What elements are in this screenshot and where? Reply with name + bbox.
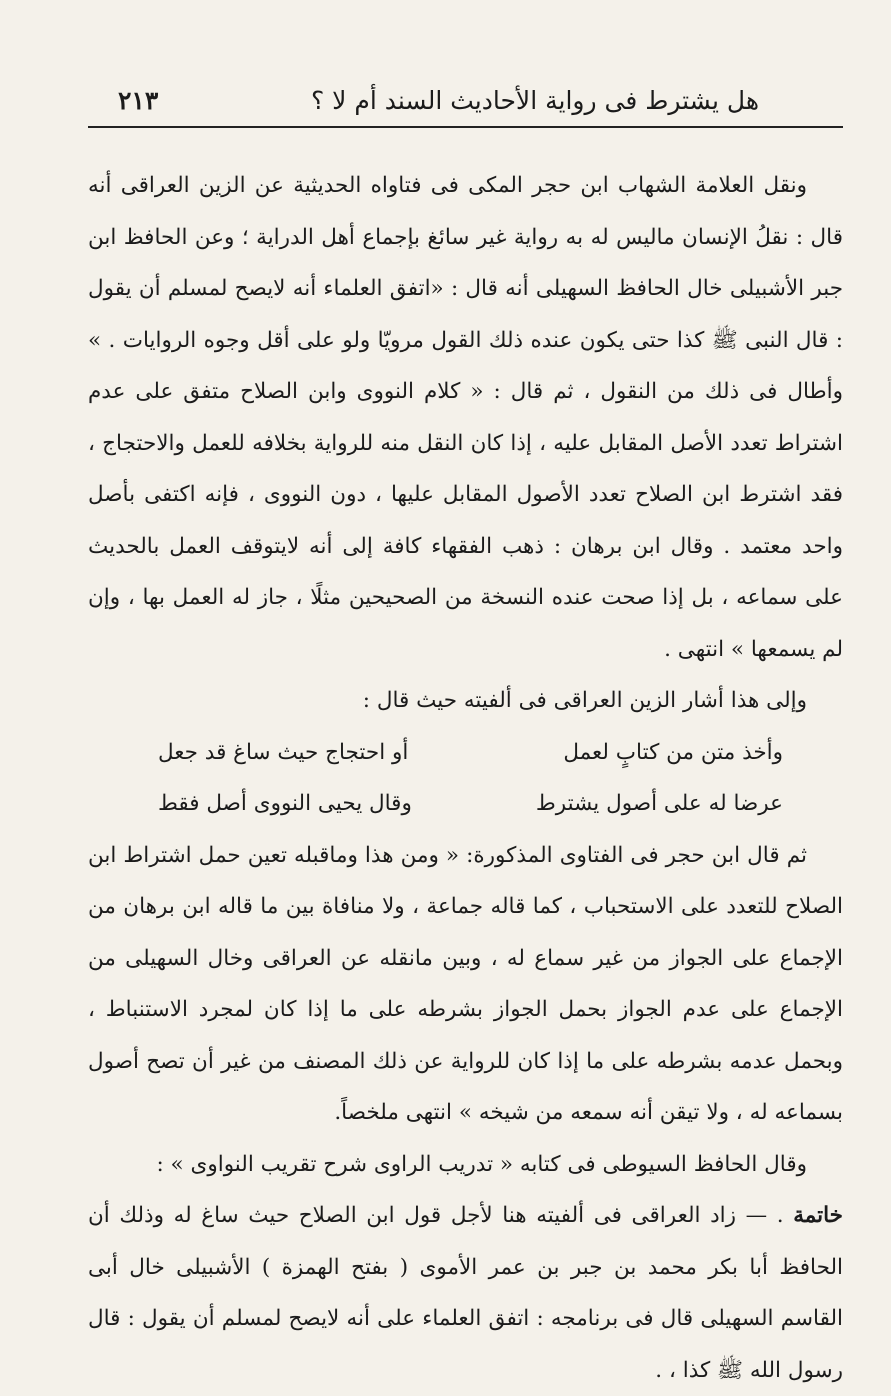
verse-line-1	[88, 727, 843, 779]
verse-2-second-hemistich: وقال يحيى النووى أصل فقط	[158, 791, 412, 816]
paragraph-3: ثم قال ابن حجر فى الفتاوى المذكورة: « ومن هذا وماقبله تعين حمل اشتراط ابن الصلاح للتعدد على الاستحباب ، كما قاله جماعة ، ولا منافاة بين ما قاله ابن برهان من الإجماع على الجواز من غير سماع له ، وبين مانقله عن العراقى وخال السهيلى من الإجماع على عدم الجواز بحمل الجواز بشرطه على ما إذا كان لمجرد الاستنباط ، وبحمل عدمه بشرطه على ما إذا كان للرواية عن ذلك المصنف من غير أن تصح أصول بسماعه له ، ولا تيقن أنه سمعه من شيخه » انتهى ملخصاً.	[88, 842, 843, 1125]
closing-note-label: خاتمة	[793, 1203, 843, 1228]
paragraph-4: وقال الحافظ السيوطى فى كتابه « تدريب الراوى شرح تقريب النواوى » :	[156, 1151, 807, 1177]
page-header	[88, 78, 843, 128]
verse-1-first-hemistich: وأخذ متن من كتابٍ لعمل	[563, 739, 783, 765]
verse-1-second-hemistich: أو احتجاج حيث ساغ قد جعل	[158, 739, 409, 765]
paragraph-5	[88, 1190, 843, 1396]
page-number: ٢١٣	[118, 86, 159, 115]
verse-2-first-hemistich: عرضا له على أصول يشترط	[535, 791, 783, 816]
paragraph-1: ونقل العلامة الشهاب ابن حجر المكى فى فتاواه الحديثية عن الزين العراقى أنه قال : نقلُ الإنسان ماليس له به رواية غير سائغ بإجماع أهل الدراية ؛ وعن الحافظ ابن جبر الأشبيلى خال الحافظ السهيلى أنه قال : «اتفق العلماء أنه لايصح لمسلم أن يقول : قال النبى ﷺ كذا حتى يكون عنده ذلك القول مرويّا ولو على أقل وجوه الروايات . » وأطال فى ذلك من النقول ، ثم قال : « كلام النووى وابن الصلاح متفق على عدم اشتراط تعدد الأصل المقابل عليه ، إذا كان النقل منه للرواية بخلافه للعمل والاحتجاج ، فقد اشترط ابن الصلاح تعدد الأصول المقابل عليها ، دون النووى ، فإنه اكتفى بأصل واحد معتمد . وقال ابن برهان : ذهب الفقهاء كافة إلى أنه لايتوقف العمل بالحديث على سماعه ، بل إذا صحت عنده النسخة من الصحيحين مثلًا ، جاز له العمل بها ، وإن لم يسمعها » انتهى .	[88, 173, 843, 662]
paragraph-2: وإلى هذا أشار الزين العراقى فى ألفيته حيث قال :	[362, 688, 807, 713]
running-title: هل يشترط فى رواية الأحاديث السند أم لا ؟	[310, 86, 759, 115]
verse-line-2	[88, 778, 843, 830]
closing-note-text: . — زاد العراقى فى ألفيته هنا لأجل قول ابن الصلاح حيث ساغ له وذلك أن الحافظ أبا بكر محمد بن جبر بن عمر الأموى ( بفتح الهمزة ) الأشبيلى خال أبى القاسم السهيلى قال فى برنامجه : اتفق العلماء على أنه لايصح لمسلم أن يقول : قال رسول الله ﷺ كذا ، .	[88, 1203, 843, 1383]
page-body	[88, 160, 843, 1396]
